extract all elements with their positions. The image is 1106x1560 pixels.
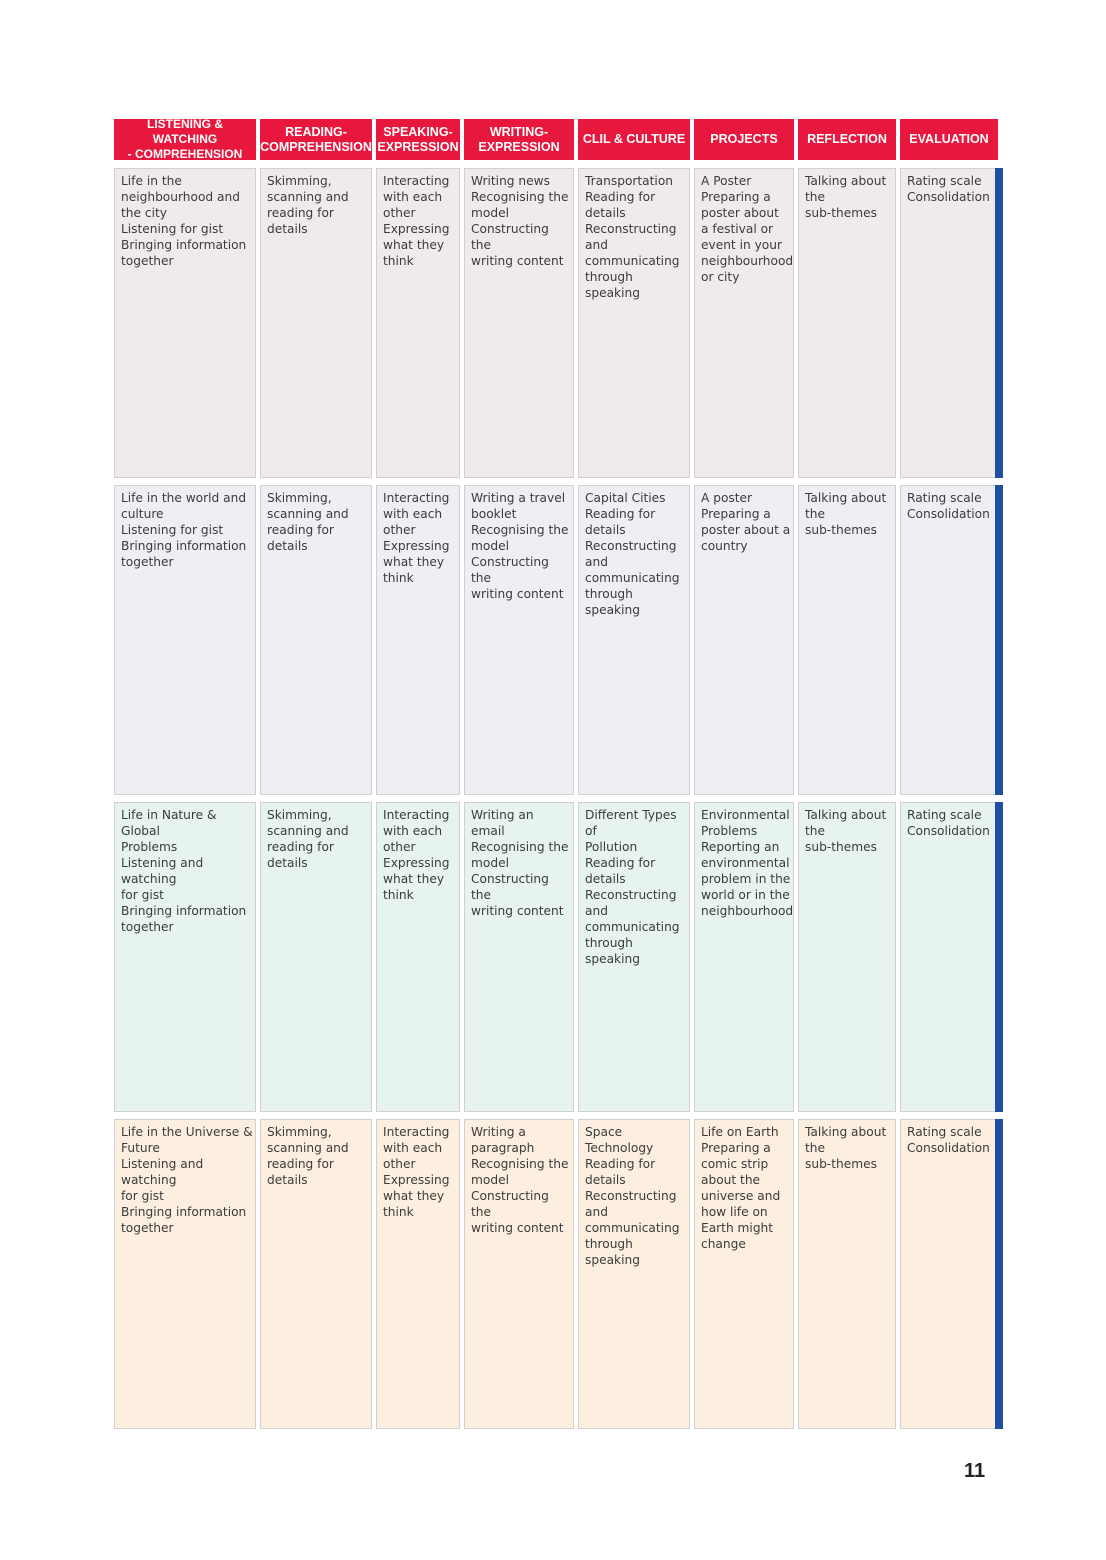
table-cell: A poster Preparing a poster about a country (694, 485, 794, 795)
table-cell: Interacting with each other Expressing what they think (376, 1119, 460, 1429)
header-listening-watching: LISTENING & WATCHING - COMPREHENSION (114, 119, 256, 160)
table-cell: Skimming, scanning and reading for details (260, 485, 372, 795)
table-cell: Skimming, scanning and reading for details (260, 168, 372, 478)
table-cell: Environmental Problems Reporting an environmental problem in the world or in the neighbourhood (694, 802, 794, 1112)
table-cell: Skimming, scanning and reading for details (260, 802, 372, 1112)
table-cell: Skimming, scanning and reading for details (260, 1119, 372, 1429)
table-cell: Transportation Reading for details Reconstructing and communicating through speaking (578, 168, 690, 478)
table-cell: Writing news Recognising the model Constructing the writing content (464, 168, 574, 478)
row-edge-bar (995, 802, 1003, 1112)
table-cell: Space Technology Reading for details Reconstructing and communicating through speaking (578, 1119, 690, 1429)
table-cell: Life in the neighbourhood and the city Listening for gist Bringing information together (114, 168, 256, 478)
table-cell: Capital Cities Reading for details Reconstructing and communicating through speaking (578, 485, 690, 795)
header-reflection: REFLECTION (798, 119, 896, 160)
table-cell: Writing a paragraph Recognising the model Constructing the writing content (464, 1119, 574, 1429)
header-reading: READING- COMPREHENSION (260, 119, 372, 160)
table-cell: Life on Earth Preparing a comic strip about the universe and how life on Earth might change (694, 1119, 794, 1429)
table-cell: Interacting with each other Expressing what they think (376, 485, 460, 795)
table-cell: Talking about the sub-themes (798, 802, 896, 1112)
table-cell: Rating scale Consolidation (900, 168, 998, 478)
table-cell: Talking about the sub-themes (798, 168, 896, 478)
header-clil-culture: CLIL & CULTURE (578, 119, 690, 160)
row-edge-bar (995, 485, 1003, 795)
table-cell: Rating scale Consolidation (900, 1119, 998, 1429)
table-cell: Talking about the sub-themes (798, 485, 896, 795)
row-edge-bar (995, 1119, 1003, 1429)
table-cell: Writing an email Recognising the model Constructing the writing content (464, 802, 574, 1112)
page-number: 11 (964, 1460, 986, 1482)
header-evaluation: EVALUATION (900, 119, 998, 160)
row-edge-bar (995, 168, 1003, 478)
header-writing: WRITING- EXPRESSION (464, 119, 574, 160)
table-cell: Life in the Universe & Future Listening and watching for gist Bringing information together (114, 1119, 256, 1429)
curriculum-table (114, 119, 998, 1436)
table-cell: Rating scale Consolidation (900, 485, 998, 795)
table-cell: A Poster Preparing a poster about a festival or event in your neighbourhood or city (694, 168, 794, 478)
table-cell: Talking about the sub-themes (798, 1119, 896, 1429)
header-projects: PROJECTS (694, 119, 794, 160)
table-cell: Writing a travel booklet Recognising the model Constructing the writing content (464, 485, 574, 795)
table-cell: Life in the world and culture Listening for gist Bringing information together (114, 485, 256, 795)
table-cell: Different Types of Pollution Reading for details Reconstructing and communicating through speaking (578, 802, 690, 1112)
table-cell: Rating scale Consolidation (900, 802, 998, 1112)
table-cell: Interacting with each other Expressing what they think (376, 168, 460, 478)
header-speaking: SPEAKING- EXPRESSION (376, 119, 460, 160)
table-cell: Interacting with each other Expressing what they think (376, 802, 460, 1112)
table-cell: Life in Nature & Global Problems Listening and watching for gist Bringing information together (114, 802, 256, 1112)
